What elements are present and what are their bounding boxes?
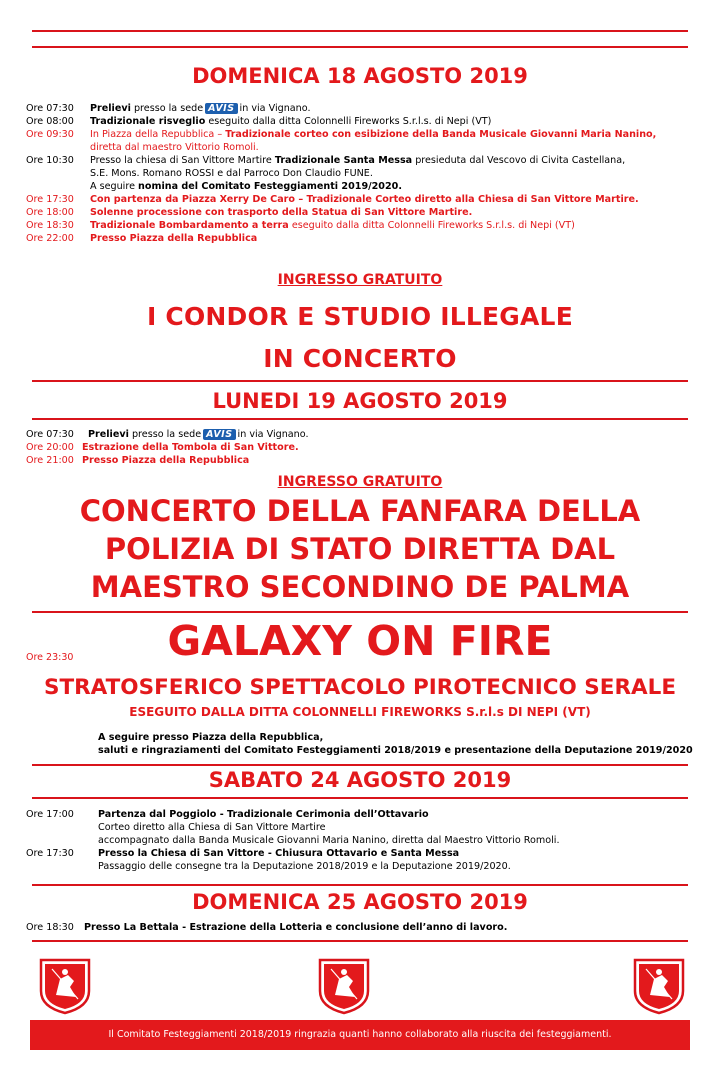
time: Ore 18:00 (26, 207, 74, 218)
text: Passaggio delle consegne tra la Deputazione 2018/2019 e la Deputazione 2019/2020. (98, 861, 511, 872)
time: Ore 08:00 (26, 116, 74, 127)
schedule-19 (26, 428, 309, 467)
text: Presso la Chiesa di San Vittore - Chiusura Ottavario e Santa Messa (98, 848, 460, 859)
day-title-19: LUNEDI 19 AGOSTO 2019 (212, 389, 508, 413)
schedule-row (26, 921, 507, 934)
fanfara-title: POLIZIA DI STATO DIRETTA DAL (104, 532, 616, 566)
time: Ore 07:30 (26, 429, 74, 440)
text: Presso Piazza della Repubblica (90, 233, 258, 244)
divider (32, 30, 688, 32)
time: Ore 17:30 (26, 194, 74, 205)
time: Ore 10:30 (26, 155, 74, 166)
text: Tradizionale Santa Messa (274, 155, 413, 166)
text: Solenne processione con trasporto della Statua di San Vittore Martire. (90, 207, 473, 218)
divider (32, 418, 688, 420)
text: eseguito dalla ditta Colonnelli Fireworks S.r.l.s. di Nepi (VT) (208, 116, 492, 127)
schedule-row (26, 154, 656, 167)
text: S.E. Mons. Romano ROSSI e dal Parroco Don Claudio FUNE. (90, 168, 373, 179)
comitato-logo (632, 957, 686, 1015)
text: Presso la chiesa di San Vittore Martire (90, 155, 275, 166)
text: presso la sede (131, 429, 202, 440)
text: Prelievi (90, 103, 131, 114)
divider (32, 940, 688, 942)
text: Prelievi (88, 429, 129, 440)
text: Partenza dal Poggiolo - Tradizionale Cerimonia dell’Ottavario (98, 809, 429, 820)
time: Ore 17:30 (26, 848, 74, 859)
schedule-row (26, 847, 560, 860)
eseguito-text: ESEGUITO DALLA DITTA COLONNELLI FIREWORKS S.r.l.s DI NEPI (VT) (129, 705, 591, 719)
text: A seguire presso Piazza della Repubblica, (98, 732, 324, 743)
text: presso la sede (133, 103, 204, 114)
text: nomina del Comitato Festeggiamenti 2019/2020. (138, 181, 402, 192)
footer-banner: Il Comitato Festeggiamenti 2018/2019 ringrazia quanti hanno collaborato alla riuscita dei festeggiamenti. (30, 1020, 690, 1050)
comitato-logo (38, 957, 92, 1015)
schedule-row (26, 454, 309, 467)
avis-logo: AVIS (205, 103, 237, 114)
schedule-row (26, 206, 656, 219)
text: accompagnato dalla Banda Musicale Giovanni Maria Nanino, diretta dal Maestro Vittorio Romoli. (98, 835, 560, 846)
schedule-row (26, 128, 656, 141)
divider (32, 611, 688, 613)
schedule-25 (26, 921, 507, 934)
avis-logo: AVIS (203, 429, 235, 440)
divider (32, 764, 688, 766)
schedule-row (26, 115, 656, 128)
schedule-row (26, 428, 309, 441)
schedule-24 (26, 808, 560, 873)
schedule-row (26, 219, 656, 232)
galaxy-time: Ore 23:30 (26, 652, 74, 663)
schedule-row (26, 193, 656, 206)
divider (32, 884, 688, 886)
day-title-18: DOMENICA 18 AGOSTO 2019 (192, 64, 528, 88)
text: A seguire (90, 181, 139, 192)
time: Ore 18:30 (26, 922, 74, 933)
seguire-block (98, 731, 693, 757)
text: saluti e ringraziamenti del Comitato Festeggiamenti 2018/2019 e presentazione della Deputazione 2019/2020 (98, 745, 693, 756)
text: In Piazza della Repubblica – (90, 129, 226, 140)
time: Ore 09:30 (26, 129, 74, 140)
text: Tradizionale risveglio (90, 116, 206, 127)
concert-title: I CONDOR E STUDIO ILLEGALE (147, 302, 573, 331)
galaxy-title: GALAXY ON FIRE (167, 617, 553, 665)
text: Con partenza da Piazza Xerry De Caro – Tradizionale Corteo diretto alla Chiesa di San Vittore Martire. (90, 194, 639, 205)
day-title-25: DOMENICA 25 AGOSTO 2019 (192, 890, 528, 914)
text: eseguito dalla ditta Colonnelli Fireworks S.r.l.s. di Nepi (VT) (288, 220, 575, 231)
time: Ore 22:00 (26, 233, 74, 244)
fanfara-title: CONCERTO DELLA FANFARA DELLA (79, 494, 641, 528)
ingresso-label: INGRESSO GRATUITO (277, 272, 443, 288)
fanfara-title: MAESTRO SECONDINO DE PALMA (90, 570, 630, 604)
schedule-row (26, 808, 560, 821)
schedule-row (26, 102, 656, 115)
text: Presso Piazza della Repubblica (82, 455, 250, 466)
text: Presso La Bettala - Estrazione della Lotteria e conclusione dell’anno di lavoro. (84, 922, 508, 933)
divider (32, 46, 688, 48)
schedule-row (26, 232, 656, 245)
divider (32, 380, 688, 382)
text: in via Vignano. (239, 103, 311, 114)
strato-title: STRATOSFERICO SPETTACOLO PIROTECNICO SERALE (43, 675, 677, 700)
time: Ore 20:00 (26, 442, 74, 453)
text: Corteo diretto alla Chiesa di San Vittore Martire (98, 822, 326, 833)
schedule-18 (26, 102, 656, 245)
text: Tradizionale Bombardamento a terra (90, 220, 289, 231)
text: Tradizionale corteo con esibizione della Banda Musicale Giovanni Maria Nanino, (225, 129, 657, 140)
time: Ore 18:30 (26, 220, 74, 231)
time: Ore 07:30 (26, 103, 74, 114)
schedule-row (26, 441, 309, 454)
time: Ore 21:00 (26, 455, 74, 466)
text (26, 180, 656, 193)
time: Ore 17:00 (26, 809, 74, 820)
concert-title: IN CONCERTO (263, 344, 457, 373)
day-title-24: SABATO 24 AGOSTO 2019 (208, 768, 512, 792)
text: in via Vignano. (237, 429, 309, 440)
text: presieduta dal Vescovo di Civita Castellana, (412, 155, 626, 166)
ingresso-label: INGRESSO GRATUITO (277, 474, 443, 490)
comitato-logo (317, 957, 371, 1015)
text: diretta dal maestro Vittorio Romoli. (90, 142, 259, 153)
text: Estrazione della Tombola di San Vittore. (82, 442, 299, 453)
divider (32, 797, 688, 799)
